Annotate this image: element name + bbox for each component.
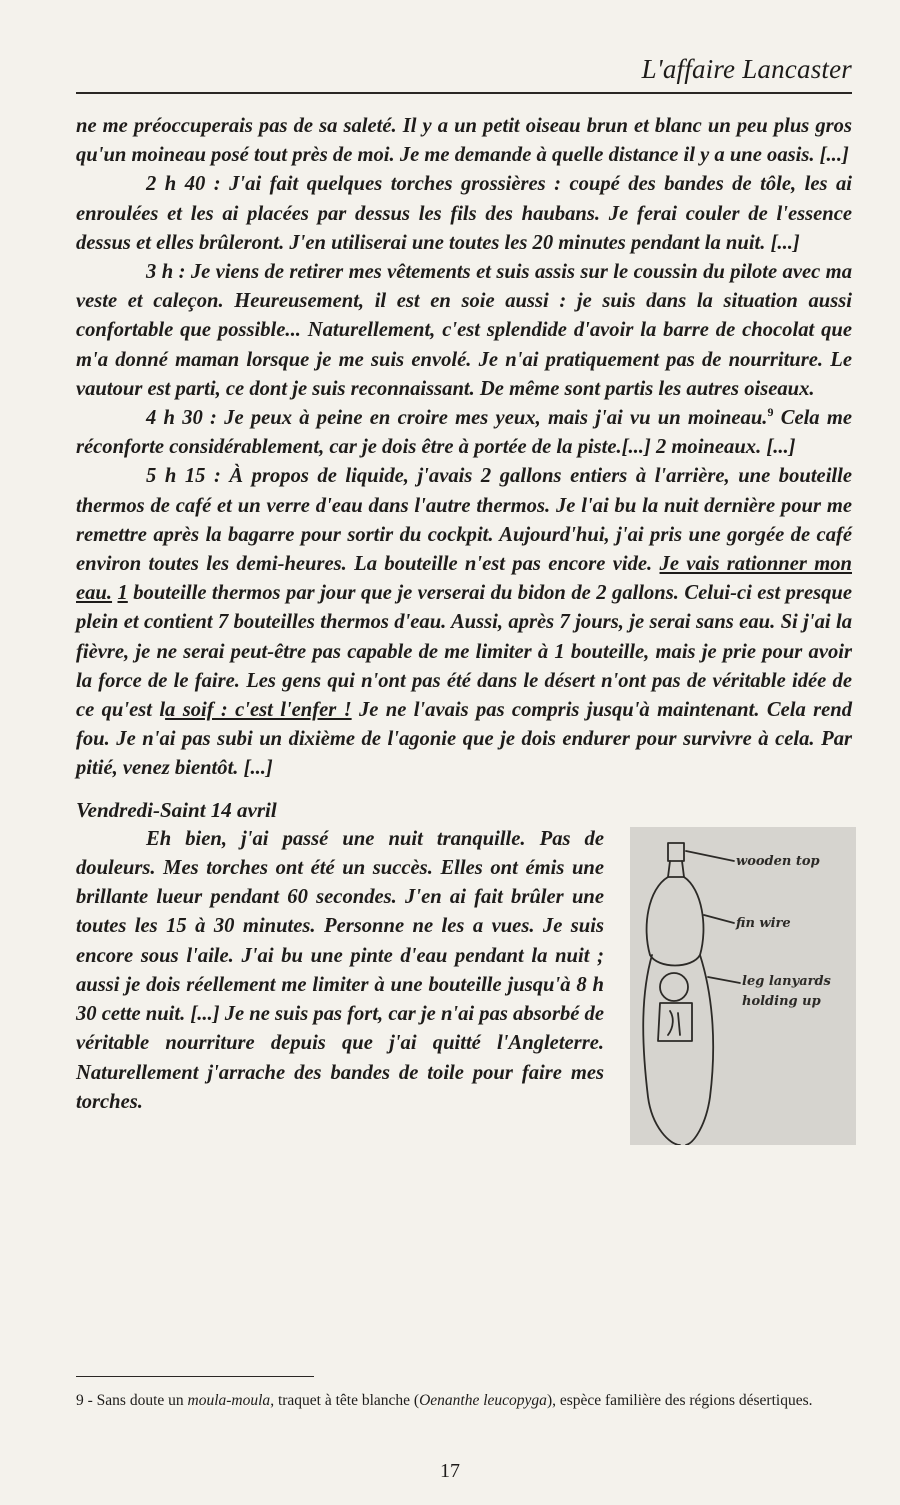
paragraph-5-text-c: bouteille thermos par jour que je verserai du bidon de 2 gallons. Celui-ci est presque plein et contient 7 bouteilles thermos d'eau. Aussi, après 7 jours, je serai sans eau. Si j'ai la fièvre, je ne serai peut-être pas capable de me limiter à 1 bouteille, mais je prie pour avoir la force de le faire. Les gens qui n'ont pas été dans le désert n'ont pas de véritable idée de ce qu'est l [76,582,852,722]
main-text [76,112,852,1117]
footnote-reference: 9 [767,405,774,420]
paragraph-4-text-b: Cela me réconforte considérablement, car je dois être à portée de la piste.[...] 2 moineaux. [...] [76,407,852,459]
sketch-label-3: leg lanyards [742,973,831,989]
sketch-left-line [643,955,680,1145]
paragraph-5-text-d: Je ne l'avais pas compris jusqu'à maintenant. Cela rend fou. Je n'ai pas subi un dixième de l'agonie que je dois endurer pour survivre à cela. Par pitié, venez bientôt. [...] [76,699,852,780]
header-rule [76,92,852,94]
pointer-2 [704,915,734,923]
paragraph-1: ne me préoccuperais pas de sa saleté. Il y a un petit oiseau brun et blanc un peu plus gros qu'un moineau posé tout près de moi. Je me demande à quelle distance il y a une oasis. [...] [76,115,852,167]
sketch-label-4: holding up [742,993,821,1009]
running-head: L'affaire Lancaster [641,54,852,84]
day-text-column [76,825,604,1117]
sketch-marks [668,1011,680,1035]
paragraph-2: 2 h 40 : J'ai fait quelques torches grossières : coupé des bandes de tôle, les ai enroulées et les ai placées par dessus les fils des haubans. Je ferai couler de l'essence dessus et elles brûleront. J'en utiliserai une toutes les 20 minutes pendant la nuit. [...] [76,173,852,254]
footnote-text-b: , traquet à tête blanche ( [270,1392,420,1409]
underlined-number: 1 [117,582,128,605]
sketch-head [660,973,688,1001]
paragraph-4-text-a: 4 h 30 : Je peux à peine en croire mes yeux, mais j'ai vu un moineau. [146,407,768,430]
handwritten-sketch [630,827,856,1145]
sketch-label-2: fin wire [736,915,791,931]
footnote-number: 9 [76,1392,84,1409]
footnote-separator: - [83,1392,97,1409]
underlined-phrase-thirst: a soif : c'est l'enfer ! [165,699,352,722]
pointer-1 [686,851,734,861]
footnote [76,1390,852,1412]
day-heading: Vendredi-Saint 14 avril [76,797,277,822]
sketch-box [658,1003,692,1041]
sketch-label-1: wooden top [736,853,820,869]
paragraph-4 [76,404,852,462]
page-number: 17 [440,1460,460,1482]
day-section [76,825,852,1117]
footnote-italic-a: moula-moula [187,1392,271,1409]
footnote-rule [76,1376,314,1377]
sketch-drawing [630,827,856,1145]
sketch-neck [668,861,684,877]
footnote-italic-b: Oenanthe leucopyga [419,1392,547,1409]
paragraph-3: 3 h : Je viens de retirer mes vêtements et suis assis sur le coussin du pilote avec ma veste et caleçon. Heureusement, il est en soie aussi : je suis dans la situation aussi confortable que possible... Naturellement, c'est splendide d'avoir la barre de chocolat que m'a donné maman lorsque je me suis envolé. Je n'ai pratiquement pas de nourriture. Le vautour est parti, ce dont je suis reconnaissant. De même sont partis les autres oiseaux. [76,261,852,400]
sketch-cap [668,843,684,861]
footnote-text-a: Sans doute un [96,1392,188,1409]
footnote-text-c: ), espèce familière des régions désertiques. [546,1392,813,1409]
paragraph-5 [76,462,852,783]
paragraph-6: Eh bien, j'ai passé une nuit tranquille. Pas de douleurs. Mes torches ont été un succès. Elles ont émis une brillante lueur pendant 60 secondes. J'en ai fait brûler une toutes les 15 à 30 minutes. Personne ne les a vues. Je suis encore sous l'aile. J'ai bu une pinte d'eau pendant la nuit ; aussi je dois réellement me limiter à une bouteille jusqu'à 8 h 30 cette nuit. [...] Je ne suis pas fort, car je n'ai pas absorbé de véritable nourriture depuis que j'ai quitté l'Angleterre. Naturellement j'arrache des bandes de toile pour faire mes torches. [76,827,604,1113]
sketch-bottle [647,877,704,966]
paragraph-5-text-a: 5 h 15 : À propos de liquide, j'avais 2 gallons entiers à l'arrière, une bouteille thermos de café et un verre d'eau dans l'autre thermos. Je l'ai bu la nuit dernière pour me remettre après la bagarre pour sortir du cockpit. Aujourd'hui, j'ai pris une gorgée de café environ toutes les demi-heures. La bouteille n'est pas encore vide. [76,465,852,576]
pointer-3 [708,977,740,983]
underlined-phrase-ration: Je vais rationner mon eau. [76,553,852,605]
sketch-right-line [686,955,713,1145]
